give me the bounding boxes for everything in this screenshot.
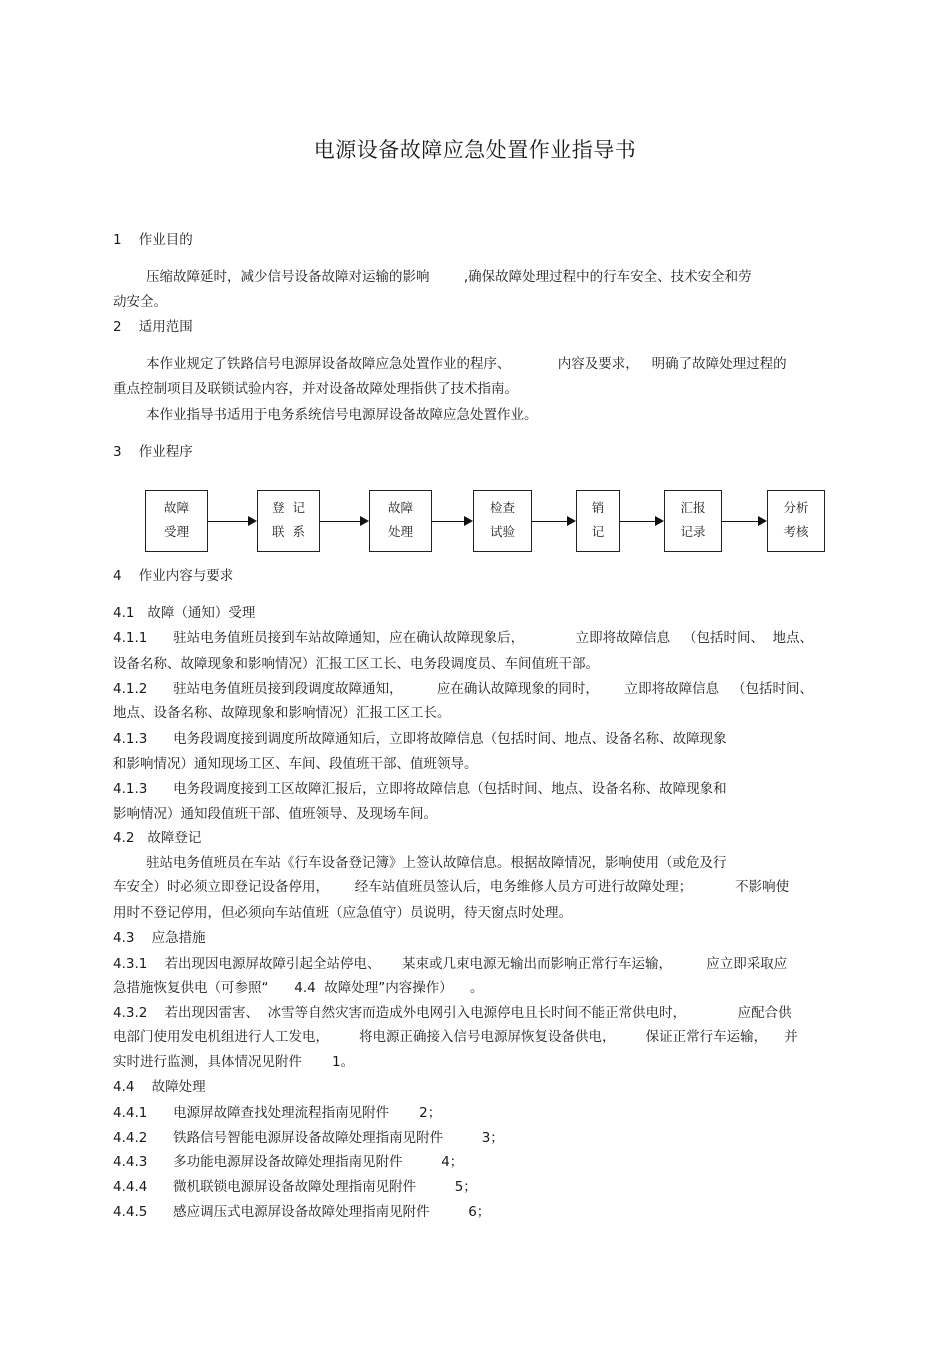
text-line: 4.4.2 铁路信号智能电源屏设备故障处理指南见附件 3； bbox=[113, 1130, 504, 1146]
text-line: 4.4.3 多功能电源屏设备故障处理指南见附件 4； bbox=[113, 1154, 464, 1170]
text-line: 4.4.5 感应调压式电源屏设备故障处理指南见附件 6； bbox=[113, 1204, 491, 1220]
text-line: 4.3.2 若出现因雷害、 冰雪等自然灾害而造成外电网引入电源停电且长时间不能正常供电时， 应配合供 bbox=[113, 1005, 792, 1021]
flow-step-box: 销 记 bbox=[576, 490, 620, 552]
text-line: 驻站电务值班员在车站《行车设备登记簿》上签认故障信息。根据故障情况，影响使用（或危及行 bbox=[146, 855, 727, 871]
text-line: 和影响情况）通知现场工区、车间、段值班干部、值班领导。 bbox=[113, 756, 478, 772]
flow-step-box: 分析 考核 bbox=[767, 490, 825, 552]
text-line: 车安全）时必须立即登记设备停用， 经车站值班员签认后，电务维修人员方可进行故障处理； 不影响使 bbox=[113, 879, 790, 895]
text-line: 4.3 应急措施 bbox=[113, 930, 206, 946]
text-line: 地点、设备名称、故障现象和影响情况）汇报工区工长。 bbox=[113, 705, 451, 721]
text-line: 4.1.1 驻站电务值班员接到车站故障通知，应在确认故障现象后， 立即将故障信息 （包括时间、 地点、 bbox=[113, 630, 814, 646]
flow-arrow bbox=[432, 521, 471, 522]
text-line: 重点控制项目及联锁试验内容，并对设备故障处理指供了技术指南。 bbox=[113, 381, 518, 397]
text-line: 4.3.1 若出现因电源屏故障引起全站停电、 某束或几束电源无输出而影响正常行车运输， 应立即采取应 bbox=[113, 956, 788, 972]
text-line: 4.4 故障处理 bbox=[113, 1079, 206, 1095]
text-line: 4.1.2 驻站电务值班员接到段调度故障通知， 应在确认故障现象的同时， 立即将故障信息 （包括时间、 bbox=[113, 681, 814, 697]
flow-arrow bbox=[532, 521, 574, 522]
text-line: 本作业指导书适用于电务系统信号电源屏设备故障应急处置作业。 bbox=[146, 407, 538, 423]
flow-step-box: 检查 试验 bbox=[473, 490, 532, 552]
text-line: 4.1.3 电务段调度接到工区故障汇报后，立即将故障信息（包括时间、地点、设备名称、故障现象和 bbox=[113, 781, 727, 797]
flow-step-box: 登 记 联 系 bbox=[257, 490, 320, 552]
text-line: 用时不登记停用，但必须向车站值班（应急值守）员说明，待天窗点时处理。 bbox=[113, 905, 572, 921]
text-line: 4.4.1 电源屏故障查找处理流程指南见附件 2； bbox=[113, 1105, 442, 1121]
flow-step-box: 故障 受理 bbox=[145, 490, 208, 552]
text-line: 3 作业程序 bbox=[113, 444, 193, 460]
text-line: 2 适用范围 bbox=[113, 319, 193, 335]
text-line: 动安全。 bbox=[113, 294, 167, 310]
text-line: 4 作业内容与要求 bbox=[113, 568, 234, 584]
flow-step-box: 汇报 记录 bbox=[664, 490, 722, 552]
text-line: 设备名称、故障现象和影响情况）汇报工区工长、电务段调度员、车间值班干部。 bbox=[113, 656, 599, 672]
text-line: 4.4.4 微机联锁电源屏设备故障处理指南见附件 5； bbox=[113, 1179, 477, 1195]
text-line: 本作业规定了铁路信号电源屏设备故障应急处置作业的程序、 内容及要求， 明确了故障处理过程的 bbox=[146, 356, 787, 372]
text-line: 压缩故障延时，减少信号设备故障对运输的影响 ,确保故障处理过程中的行车安全、技术安全和劳 bbox=[146, 269, 752, 285]
flow-arrow bbox=[620, 521, 662, 522]
flow-arrow bbox=[208, 521, 255, 522]
text-line: 影响情况）通知段值班干部、值班领导、及现场车间。 bbox=[113, 806, 437, 822]
document-title: 电源设备故障应急处置作业指导书 bbox=[313, 138, 637, 162]
text-line: 4.2 故障登记 bbox=[113, 830, 202, 846]
flow-step-box: 故障 处理 bbox=[369, 490, 432, 552]
flow-arrow bbox=[722, 521, 765, 522]
text-line: 电部门使用发电机组进行人工发电， 将电源正确接入信号电源屏恢复设备供电， 保证正常行车运输， 并 bbox=[113, 1029, 798, 1045]
flow-arrow bbox=[320, 521, 367, 522]
text-line: 4.1.3 电务段调度接到调度所故障通知后，立即将故障信息（包括时间、地点、设备名称、故障现象 bbox=[113, 731, 727, 747]
text-line: 4.1 故障（通知）受理 bbox=[113, 605, 256, 621]
text-line: 实时进行监测，具体情况见附件 1。 bbox=[113, 1054, 355, 1070]
text-line: 急措施恢复供电（可参照“ 4.4 故障处理”内容操作） 。 bbox=[113, 980, 484, 996]
text-line: 1 作业目的 bbox=[113, 232, 193, 248]
